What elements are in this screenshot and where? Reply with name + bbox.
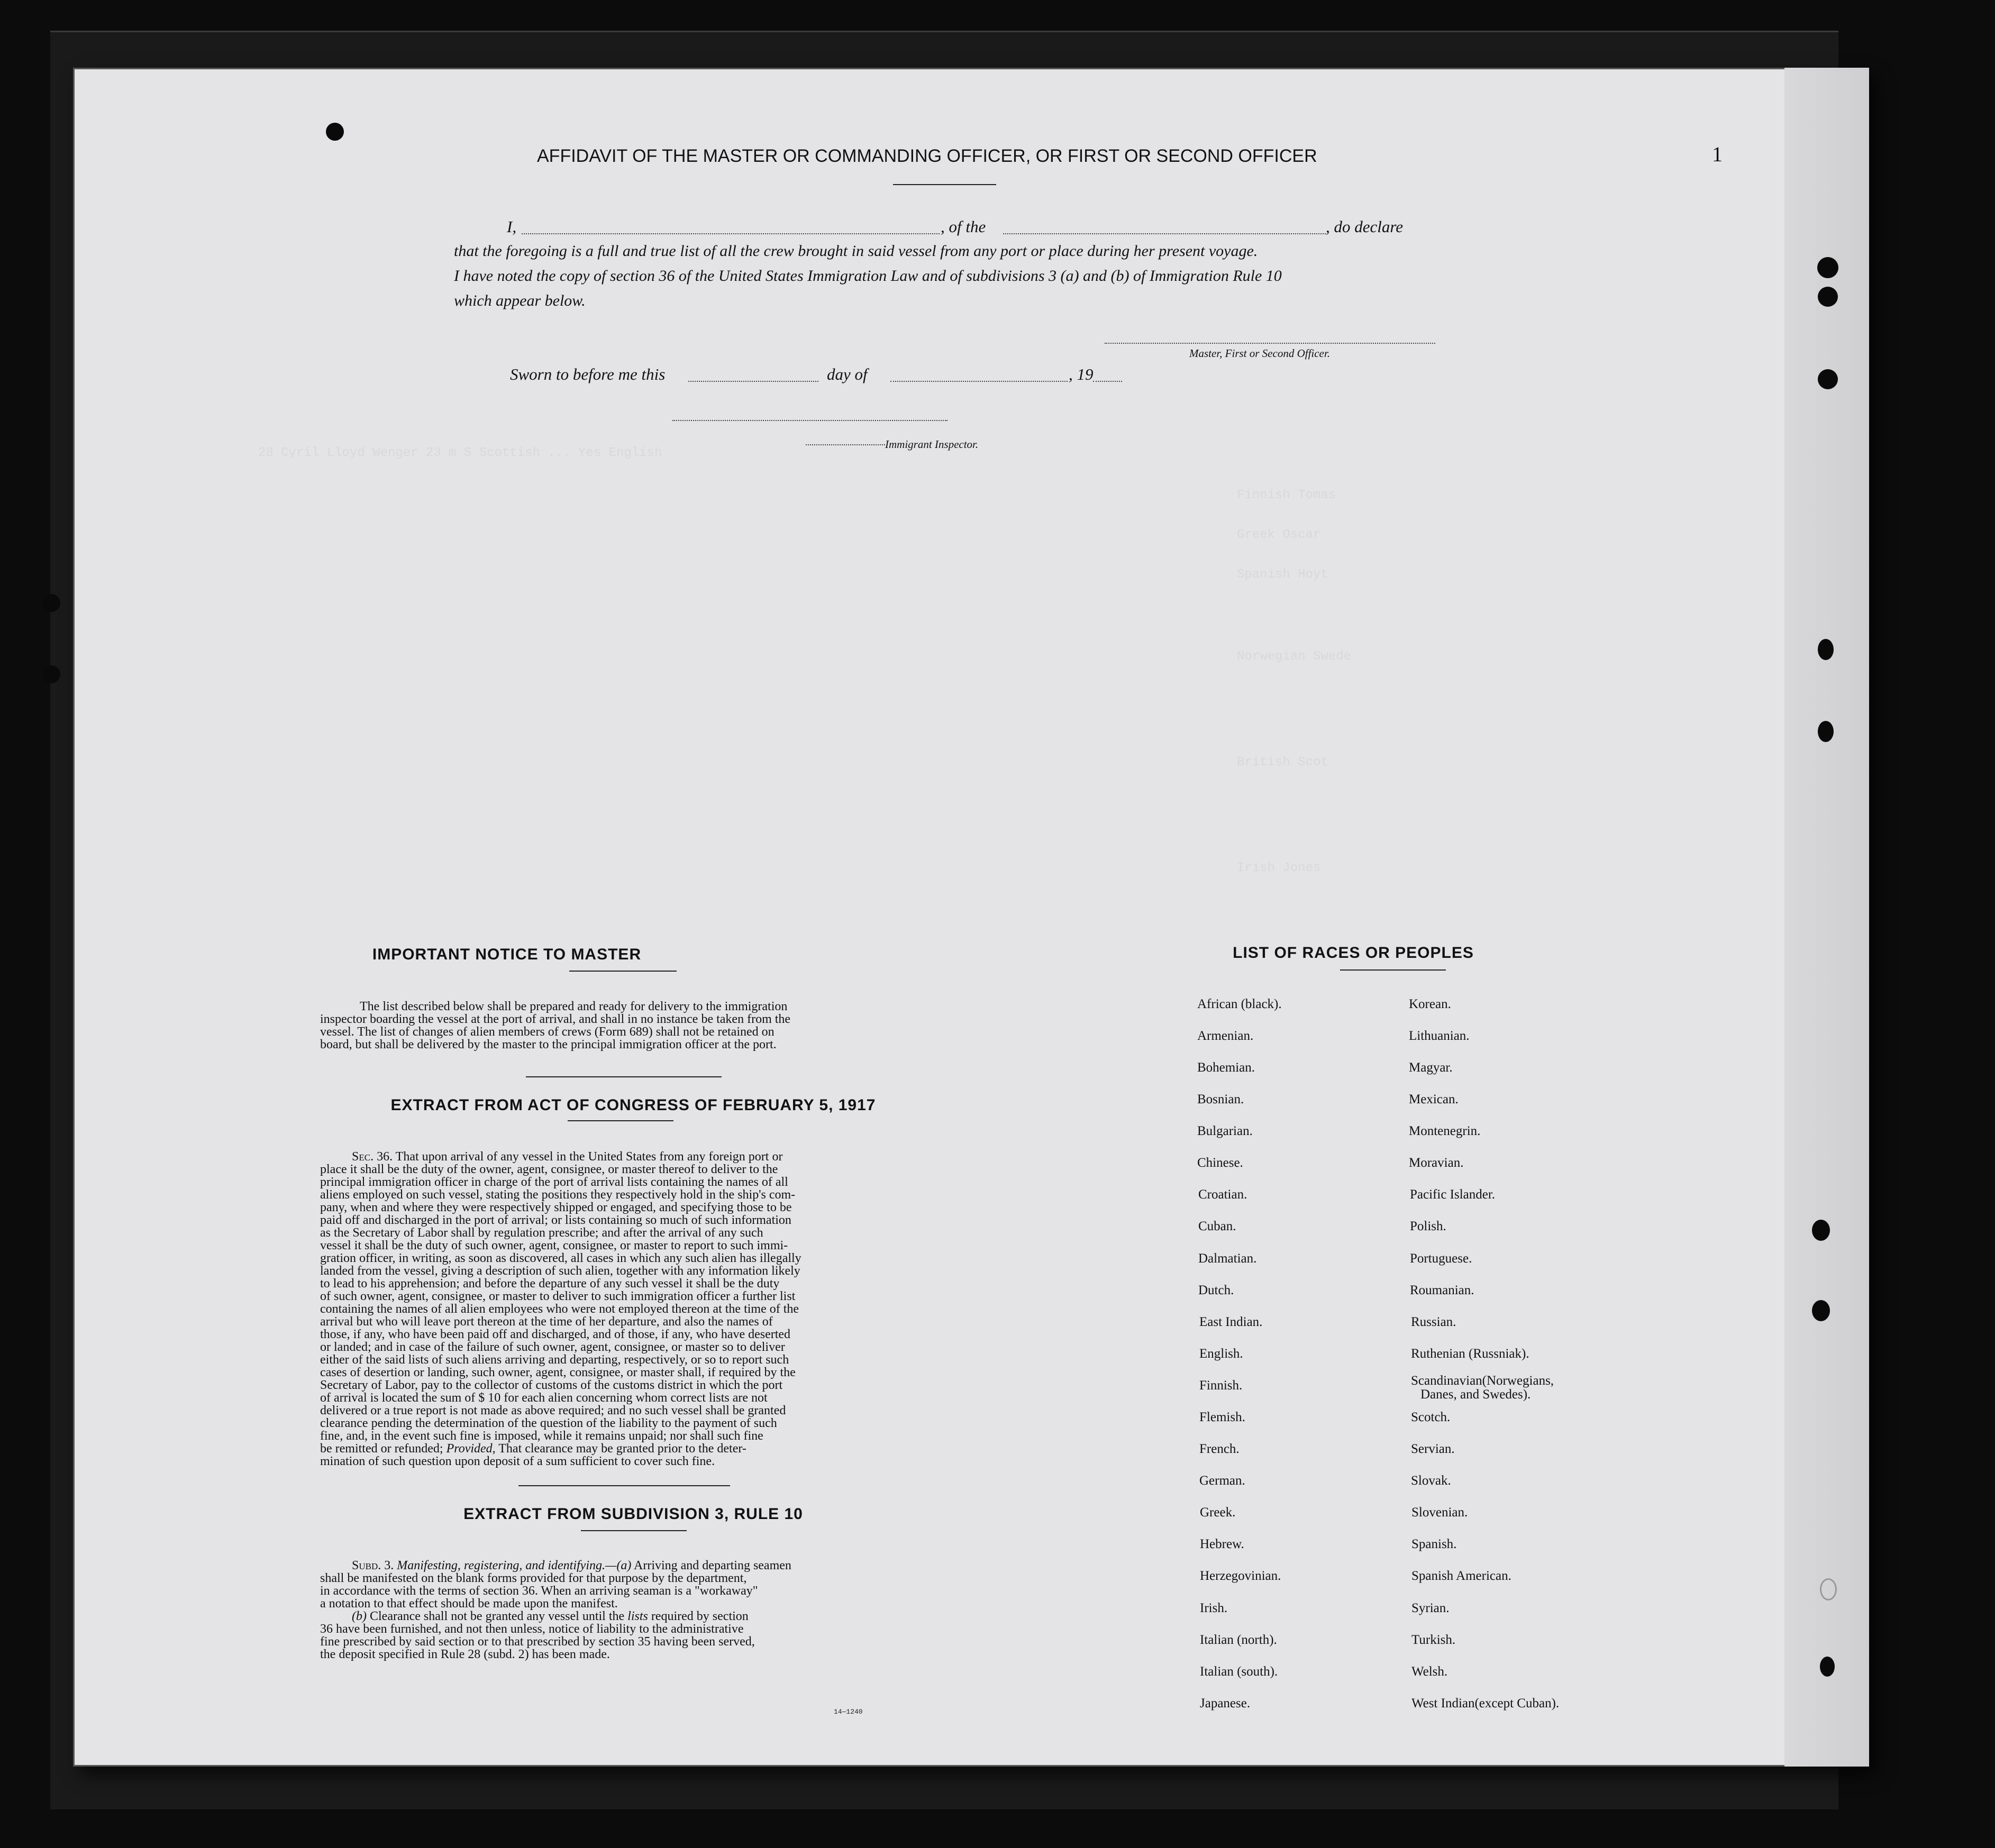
notice-text: The list described below shall be prepared and ready for delivery to the immigration inspector boarding the vessel at the port of arrival, and shall in no instance be taken from the vessel. The list of changes of alien members of crews (Form 689) shall not be retained on board, but shall be delivered by the master to the principal immigration officer at the port. [320,1000,791,1051]
page-number: 1 [1712,142,1723,166]
rule-title-rule [581,1530,687,1531]
race-item: Welsh. [1411,1664,1448,1679]
act-title-rule [568,1120,673,1121]
act-text: Sec. 36. That upon arrival of any vessel in the United States from any foreign port or place it shall be the duty of the owner, agent, consignee, or master thereof to deliver to the principal immigration officer in charge of the port of arrival lists containing the names of all aliens employed on such vessel, stating the positions they respectively hold in the ship's com- pany, when and where they were respectively shipped or engaged, and specifying those to be paid off and discharged in the port of arrival; or lists containing so much of such information as the Secretary of Labor shall by regulation prescribe; and after the arrival of any such vessel it shall be the duty of such owner, agent, consignee, or master to report to such immi- gration officer, in writing, as soon as discovered, all cases in which any such alien has illegally landed from the vessel, giving a description of such alien, together with any information likely to lead to his apprehension; and before the departure of any such vessel it shall be the duty of such owner, agent, consignee, or master to deliver to such immigration officer a further list containing the names of all alien employees who were not employed thereon at the time of the arrival but who will leave port thereon at the time of her departure, and also the names of those, if any, who have been paid off and discharged, and of those, if any, who have deserted or landed; and in case of the failure of such owner, agent, consignee, or master so to deliver either of the said lists of such aliens arriving and departing, respectively, or so to report such cases of desertion or landing, such owner, agent, consignee, or master shall, if required by the Secretary of Labor, pay to the collector of customs of the customs district in which the port of arrival is located the sum of $ 10 for each alien concerning whom correct lists are not delivered or a true report is not made as above required; and no such vessel shall be granted clearance pending the determination of the question of the liability to the payment of such fine, and, in the event such fine is imposed, while it remains unpaid; nor shall such fine be remitted or refunded; Provided, That clearance may be granted prior to the deter- mination of such question upon deposit of a sum sufficient to cover such fine. [320,1150,801,1468]
race-item: Turkish. [1411,1633,1456,1647]
race-item: West Indian(except Cuban). [1411,1696,1560,1710]
form-number: 14—1240 [834,1708,863,1716]
race-item: Chinese. [1197,1156,1243,1170]
race-item: Japanese. [1200,1696,1251,1710]
vessel-blank[interactable] [1003,233,1326,234]
race-item: Polish. [1410,1219,1446,1233]
race-item: Danes, and Swedes). [1420,1387,1531,1402]
race-item: Dalmatian. [1198,1251,1257,1266]
race-item: Montenegrin. [1409,1124,1481,1138]
punch-hole [1818,287,1838,307]
inspector-signature-line-2 [806,444,885,445]
punch-hole [1818,639,1834,660]
affidavit-title: AFFIDAVIT OF THE MASTER OR COMMANDING OFFICER, OR FIRST OR SECOND OFFICER [537,146,1317,166]
race-item: Slovak. [1411,1474,1451,1488]
race-item: Scandinavian(Norwegians, [1411,1374,1554,1388]
race-item: Roumanian. [1410,1283,1474,1297]
inspector-signature-line[interactable] [672,420,948,421]
race-item: Hebrew. [1200,1537,1244,1551]
races-title: LIST OF RACES OR PEOPLES [1233,944,1474,962]
name-blank[interactable] [522,233,940,234]
punch-hole [1820,1657,1835,1677]
notice-rule [526,1076,722,1077]
act-rule [518,1485,730,1486]
race-item: Syrian. [1411,1601,1450,1615]
sworn-year: , 19 [1069,365,1094,383]
page-edge-strip [1784,68,1869,1767]
rule-text: Subd. 3. Manifesting, registering, and identifying.—(a) Arriving and departing seamen shall be manifested on the blank forms provided for that purpose by the department, in accordance with the terms of section 36. When an arriving seaman is a "workaway" a notation to that effect should be made upon the manifest. (b) Clearance shall not be granted any vessel until the lists required by section 36 have been furnished, and not then unless, notice of liability to the administrative fine prescribed by said section or to that prescribed by section 35 having been served, the deposit specified in Rule 28 (subd. 2) has been made. [320,1559,791,1661]
punch-ring [1820,1578,1837,1600]
race-item: Bohemian. [1197,1060,1255,1075]
race-item: Croatian. [1198,1187,1247,1202]
punch-hole [42,594,60,612]
sworn-day-of: day of [827,365,868,383]
punch-hole [1817,257,1838,278]
race-item: Finnish. [1199,1378,1243,1393]
sworn-year-blank[interactable] [1093,381,1122,382]
title-rule [893,184,996,185]
race-item: Servian. [1411,1442,1455,1456]
punch-hole [326,123,344,141]
race-item: German. [1199,1474,1245,1488]
race-item: Scotch. [1411,1410,1451,1424]
master-caption: Master, First or Second Officer. [1189,347,1330,360]
race-item: Bosnian. [1197,1092,1244,1106]
race-item: Lithuanian. [1409,1029,1470,1043]
races-title-rule [1340,969,1446,971]
race-item: Ruthenian (Russniak). [1411,1347,1529,1361]
punch-hole [1812,1300,1830,1321]
race-item: French. [1199,1442,1240,1456]
act-sec-label: Sec. 36. [352,1150,393,1164]
race-item: Herzegovinian. [1200,1569,1281,1583]
race-item: Flemish. [1199,1410,1245,1424]
affidavit-declare: , do declare [1326,217,1404,236]
race-item: East Indian. [1199,1315,1263,1329]
race-item: Italian (north). [1200,1633,1277,1647]
race-item: English. [1199,1347,1243,1361]
rule-title: EXTRACT FROM SUBDIVISION 3, RULE 10 [463,1505,803,1523]
race-item: Korean. [1409,997,1451,1011]
sworn-day-blank[interactable] [688,381,818,382]
punch-hole [42,665,60,683]
affidavit-line-2: that the foregoing is a full and true list of all the crew brought in said vessel from any port or place during her present voyage. [454,242,1258,260]
race-item: Spanish American. [1411,1569,1511,1583]
master-signature-line[interactable] [1105,343,1435,344]
affidavit-line-3: I have noted the copy of section 36 of the United States Immigration Law and of subdivisions 3 (a) and (b) of Immigration Rule 10 [454,267,1282,285]
race-item: Dutch. [1198,1283,1234,1297]
affidavit-of-the: , of the [941,217,986,236]
punch-hole [1818,721,1834,742]
document-page: 28 Cyril Lloyd Wenger 23 m S Scottish ... Yes English Finnish Tomas Greek Oscar Spanish Hoyt Norwegian Swede British Scot Irish Jones AFFIDAVIT OF THE MASTER OR COMMANDING OFFICER, OR FIRST OR SECOND OFFICER 1 I, , of the , do declare that the foregoing is a full and true list of all the crew brought in said vessel from any port or place during her present voyage. I have noted the copy of section 36 of the United States Immigration Law and of subdivisions 3 (a) and (b) of Immigration Rule 10 which appear below. Master, First or Second Officer. Sworn to before me this day of , 19 Immigrant Inspector. IMPORTANT NOTICE TO MASTER The list described below shall be prepared and ready for delivery to the immigration inspector boarding the vessel at the port of arrival, and shall in no instance be taken from the vessel. The list of changes of alien members of crews (Form 689) shall not be retained on board, but shall be delivered by the master to the principal immigration officer at the port. EXTRACT FROM ACT OF CONGRESS OF FEBRUARY 5, 1917 Sec. 36. That upon arrival of any vessel in the United States from any foreign port or place it shall be the duty of the owner, agent, consignee, or master thereof to deliver to the principal immigration officer in charge of the port of arrival lists containing the names of all aliens employed on such vessel, stating the positions they respectively hold in the ship's com- pany, when and where they were respectively shipped or engaged, and specifying those to be paid off and discharged in the port of arrival; or lists containing so much of such information as the Secretary of Labor shall by regulation prescribe; and after the arrival of any such vessel it shall be the duty of such owner, agent, consignee, or master to report to such immi- gration officer, in writing, as soon as discovered, all cases in which any such alien has illegally landed from the vessel, giving a description of such alien, together with any information likely to lead to his apprehension; and before the departure of any such vessel it shall be the duty of such owner, agent, consignee, or master to deliver to such immigration officer a further list containing the names of all alien employees who were not employed thereon at the time of the arrival but who will leave port thereon at the time of her departure, and also the names of those, if any, who have been paid off and discharged, and of those, if any, who have deserted or landed; and in case of the failure of such owner, agent, consignee, or master so to deliver either of the said lists of such aliens arriving and departing, respectively, or so to report such cases of desertion or landing, such owner, agent, consignee, or master shall, if required by the Secretary of Labor, pay to the collector of customs of the customs district in which the port of arrival is located the sum of $ 10 for each alien concerning whom correct lists are not delivered or a true report is not made as above required; and no such vessel shall be granted clearance pending the determination of the question of the liability to the payment of such fine, and, in the event such fine is imposed, while it remains unpaid; nor shall such fine be remitted or refunded; Provided, That clearance may be granted prior to the deter- mination of such question upon deposit of a sum sufficient to cover such fine. EXTRACT FROM SUBDIVISION 3, RULE 10 Subd. 3. Manifesting, registering, and identifying.—(a) Arriving and departing seamen shall be manifested on the blank forms provided for that purpose by the department, in accordance with the terms of section 36. When an arriving seaman is a "workaway" a notation to that effect should be made upon the manifest. (b) Clearance shall not be granted any vessel until the lists required by section 36 have been furnished, and not then unless, notice of liability to the administrative fine prescribed by said section or to that prescribed by section 35 having been served, the deposit specified in Rule 28 (subd. 2) has been made. 14—1240 LIST OF RACES OR PEOPLES African (black). Armenian. Bohemian. Bosnian. Bulgarian. Chinese. Croatian. Cuban. Dalmatian. Dutch. East Indian. English. Finnish. Flemish. French. German. Greek. Hebrew. Herzegovinian. Irish. Italian (north). Italian (south). Japanese. Korean. Lithuanian. Magyar. Mexican. Montenegrin. Moravian. Pacific Islander. Polish. Portuguese. Roumanian. Russian. Ruthenian (Russniak). Scandinavian(Norwegians, Danes, and Swedes). Scotch. Servian. Slovak. Slovenian. Spanish. Spanish American. Syrian. Turkish. Welsh. West Indian(except Cuban). [73,68,1869,1767]
race-item: Armenian. [1197,1029,1254,1043]
race-item: Portuguese. [1410,1251,1472,1266]
race-item: Italian (south). [1200,1664,1278,1679]
notice-title: IMPORTANT NOTICE TO MASTER [372,946,642,963]
race-item: Slovenian. [1411,1505,1468,1520]
affidavit-i: I, [507,217,517,236]
race-item: Mexican. [1409,1092,1459,1106]
punch-hole [1818,369,1838,389]
sworn-prefix: Sworn to before me this [510,365,666,383]
race-item: Moravian. [1409,1156,1464,1170]
sworn-month-blank[interactable] [890,381,1068,382]
punch-hole [1812,1220,1830,1241]
affidavit-line-4: which appear below. [454,292,586,309]
race-item: African (black). [1197,997,1282,1011]
race-item: Pacific Islander. [1410,1187,1496,1202]
act-title: EXTRACT FROM ACT OF CONGRESS OF FEBRUARY 5, 1917 [390,1096,876,1114]
race-item: Bulgarian. [1197,1124,1253,1138]
race-item: Cuban. [1198,1219,1236,1233]
race-item: Greek. [1200,1505,1236,1520]
notice-title-rule [569,971,677,972]
race-item: Spanish. [1411,1537,1457,1551]
race-item: Magyar. [1409,1060,1453,1075]
race-item: Russian. [1411,1315,1456,1329]
inspector-caption: Immigrant Inspector. [885,438,979,451]
race-item: Irish. [1200,1601,1228,1615]
